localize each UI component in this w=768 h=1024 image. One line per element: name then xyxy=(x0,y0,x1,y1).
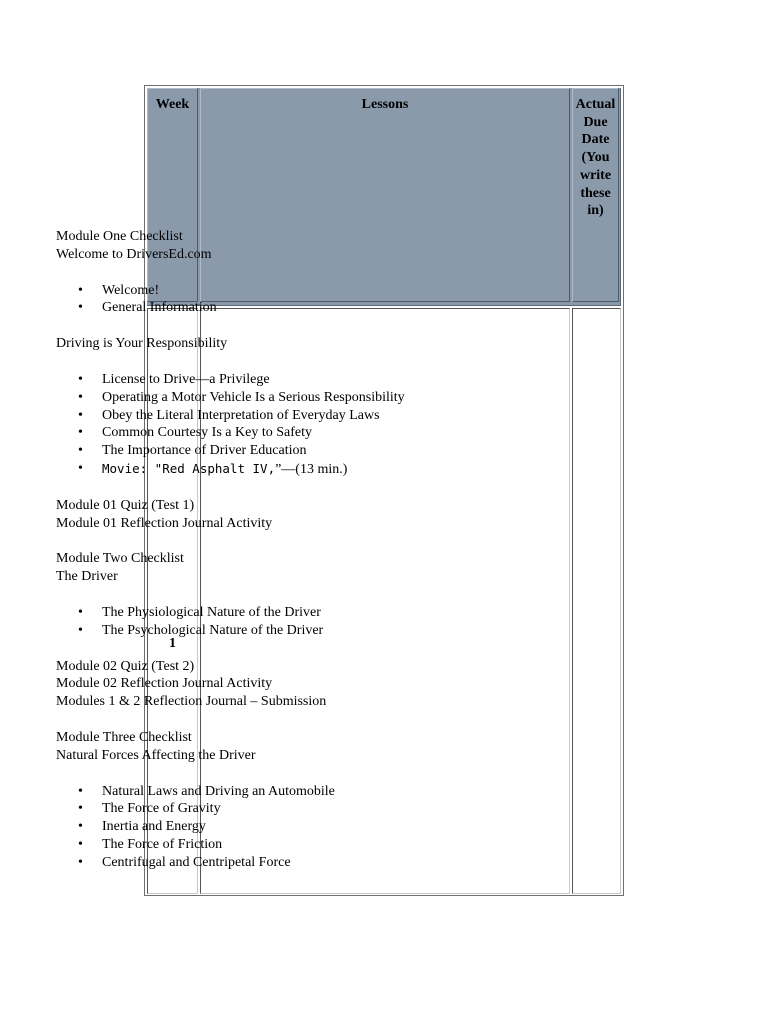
bullet-list xyxy=(56,282,422,318)
header-due-date-label xyxy=(571,96,620,220)
movie-duration-text: ”—(13 min.) xyxy=(275,461,348,477)
list-item xyxy=(56,424,422,442)
list-item xyxy=(56,371,422,389)
lesson-line: Natural Forces Affecting the Driver xyxy=(56,747,256,763)
bullet-icon: • xyxy=(78,604,83,620)
list-item xyxy=(56,836,422,854)
list-item xyxy=(56,622,422,640)
list-item xyxy=(56,800,422,818)
bullet-icon: • xyxy=(78,425,83,441)
week-number: 1 xyxy=(169,636,176,651)
list-item-text: The Importance of Driver Education xyxy=(102,443,307,459)
lesson-line: Module 02 Quiz (Test 2) xyxy=(56,658,195,674)
list-item xyxy=(56,854,422,872)
bullet-icon: • xyxy=(78,801,83,817)
lessons-content xyxy=(56,228,422,872)
list-item xyxy=(56,407,422,425)
header-due-date-line: Actual xyxy=(575,97,616,112)
bullet-icon: • xyxy=(78,460,83,476)
list-item-text: Operating a Motor Vehicle Is a Serious Responsibility xyxy=(102,389,405,405)
bullet-icon: • xyxy=(78,407,83,423)
lesson-line: Driving is Your Responsibility xyxy=(56,336,228,352)
header-due-date-cell xyxy=(572,88,619,302)
list-item xyxy=(56,299,422,317)
list-item xyxy=(56,442,422,460)
header-due-date-line: (You xyxy=(581,150,610,166)
header-lessons-label: Lessons xyxy=(361,97,409,112)
bullet-list xyxy=(56,604,422,640)
due-date-cell xyxy=(572,308,621,894)
bullet-icon: • xyxy=(78,819,83,835)
list-item-text: Welcome! xyxy=(102,282,160,298)
bullet-list xyxy=(56,371,422,479)
header-due-date-line: in) xyxy=(587,203,604,219)
list-item-text: Centrifugal and Centripetal Force xyxy=(102,854,291,870)
list-item xyxy=(56,460,422,479)
bullet-icon: • xyxy=(78,443,83,459)
list-item-text: The Force of Friction xyxy=(102,836,223,852)
bullet-icon: • xyxy=(78,282,83,298)
spacer xyxy=(56,353,422,371)
bullet-icon: • xyxy=(78,622,83,638)
list-item-text: General Information xyxy=(102,300,217,316)
spacer xyxy=(56,317,422,335)
bullet-icon: • xyxy=(78,783,83,799)
list-item-text: Obey the Literal Interpretation of Everyday Laws xyxy=(102,407,380,423)
header-due-date-line: Due xyxy=(583,114,608,130)
list-item-text: The Psychological Nature of the Driver xyxy=(102,622,324,638)
list-item xyxy=(56,783,422,801)
spacer xyxy=(56,479,422,497)
header-due-date-line: these xyxy=(580,185,611,201)
bullet-icon: • xyxy=(78,371,83,387)
list-item xyxy=(56,389,422,407)
list-item-text: Inertia and Energy xyxy=(102,819,206,835)
spacer xyxy=(56,640,422,658)
lesson-line: Module 01 Quiz (Test 1) xyxy=(56,497,195,513)
list-item-text: Natural Laws and Driving an Automobile xyxy=(102,783,335,799)
list-item xyxy=(56,604,422,622)
spacer xyxy=(56,532,422,550)
header-week-label: Week xyxy=(155,97,190,112)
lesson-line: The Driver xyxy=(56,569,118,585)
lesson-line: Module One Checklist xyxy=(56,229,183,244)
bullet-icon: • xyxy=(78,854,83,870)
spacer xyxy=(56,586,422,604)
list-item-text: Common Courtesy Is a Key to Safety xyxy=(102,425,312,441)
bullet-icon: • xyxy=(78,389,83,405)
lesson-line: Module Three Checklist xyxy=(56,729,192,745)
bullet-list xyxy=(56,783,422,872)
list-item-text: The Physiological Nature of the Driver xyxy=(102,604,321,620)
movie-title-text: Movie: "Red Asphalt IV, xyxy=(102,460,276,476)
header-due-date-line: Date xyxy=(581,132,610,148)
lesson-line: Modules 1 & 2 Reflection Journal – Submission xyxy=(56,694,327,710)
lesson-line: Module 02 Reflection Journal Activity xyxy=(56,676,273,692)
spacer xyxy=(56,264,422,282)
header-due-date-line: write xyxy=(579,167,612,183)
list-item xyxy=(56,282,422,300)
spacer xyxy=(56,765,422,783)
spacer xyxy=(56,711,422,729)
lesson-line: Module 01 Reflection Journal Activity xyxy=(56,515,273,531)
bullet-icon: • xyxy=(78,836,83,852)
list-item-text: License to Drive—a Privilege xyxy=(102,371,270,387)
lesson-line: Welcome to DriversEd.com xyxy=(56,246,212,262)
list-item-text: The Force of Gravity xyxy=(102,801,221,817)
list-item xyxy=(56,818,422,836)
bullet-icon: • xyxy=(78,300,83,316)
lesson-line: Module Two Checklist xyxy=(56,551,184,567)
